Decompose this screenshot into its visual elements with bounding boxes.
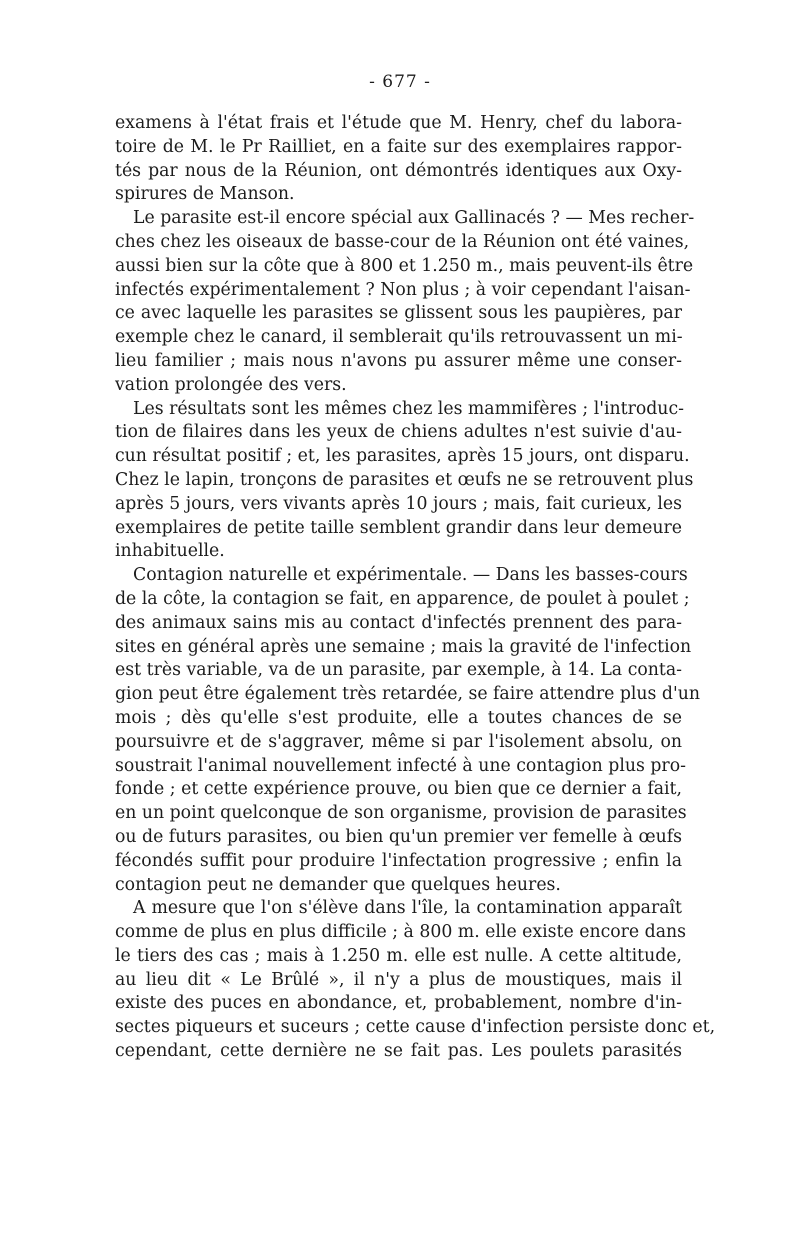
text-line: gion peut être également très retardée, se faire attendre plus d'un (115, 684, 700, 705)
text-line: tion de filaires dans les yeux de chiens adultes n'est suivie d'au- (115, 422, 682, 443)
text-line: est très variable, va de un parasite, par exemple, à 14. La conta- (115, 660, 682, 681)
text-line: fonde ; et cette expérience prouve, ou bien que ce dernier a fait, (115, 779, 682, 800)
body-text (115, 112, 716, 1064)
text-line: cun résultat positif ; et, les parasites, après 15 jours, ont disparu. (115, 446, 690, 467)
text-line: après 5 jours, vers vivants après 10 jours ; mais, fait curieux, les (115, 493, 682, 514)
text-line: sites en général après une semaine ; mais la gravité de l'infection (115, 636, 692, 657)
text-line: soustrait l'animal nouvellement infecté à une contagion plus pro- (115, 755, 686, 776)
text-line: A mesure que l'on s'élève dans l'île, la contamination apparaît (133, 898, 682, 919)
text-line: lieu familier ; mais nous n'avons pu assurer même une conser- (115, 350, 682, 371)
text-line: mois ; dès qu'elle s'est produite, elle a toutes chances de se (115, 707, 682, 728)
text-line: ou de futurs parasites, ou bien qu'un premier ver femelle à œufs (115, 826, 683, 847)
text-line: Le parasite est-il encore spécial aux Gallinacés ? — Mes recher- (133, 208, 695, 229)
text-line: comme de plus en plus difficile ; à 800 m. elle existe encore dans (115, 922, 686, 943)
text-line: des animaux sains mis au contact d'infectés prennent des para- (115, 612, 682, 633)
text-line: Contagion naturelle et expérimentale. — Dans les basses-cours (133, 565, 688, 586)
text-line: examens à l'état frais et l'étude que M. Henry, chef du labora- (115, 113, 682, 133)
text-line: en un point quelconque de son organisme, provision de parasites (115, 803, 687, 824)
text-line: ches chez les oiseaux de basse-cour de la Réunion ont été vaines, (115, 231, 690, 252)
text-line: cependant, cette dernière ne se fait pas. Les poulets parasités (115, 1041, 682, 1062)
text-line: Les résultats sont les mêmes chez les mammifères ; l'introduc- (133, 398, 684, 419)
text-line: spirures de Manson. (115, 184, 295, 205)
text-line: fécondés suffit pour produire l'infectation progressive ; enfin la (115, 850, 682, 871)
text-line: de la côte, la contagion se fait, en apparence, de poulet à poulet ; (115, 588, 690, 609)
text-line: inhabituelle. (115, 541, 225, 562)
text-line: sectes piqueurs et suceurs ; cette cause d'infection persiste donc et, (115, 1017, 716, 1038)
text-line: aussi bien sur la côte que à 800 et 1.250 m., mais peuvent-ils être (115, 255, 694, 276)
text-line: ce avec laquelle les parasites se glissent sous les paupières, par (115, 303, 682, 324)
text-line: contagion peut ne demander que quelques heures. (115, 874, 561, 895)
text-line: poursuivre et de s'aggraver, même si par l'isolement absolu, on (115, 731, 682, 752)
page-number: - 677 - (369, 72, 431, 92)
text-line: au lieu dit « Le Brûlé », il n'y a plus de moustiques, mais il (115, 969, 682, 990)
text-line: exemplaires de petite taille semblent grandir dans leur demeure (115, 517, 682, 538)
text-line: Chez le lapin, tronçons de parasites et œufs ne se retrouvent plus (115, 469, 694, 490)
text-line: exemple chez le canard, il semblerait qu'ils retrouvassent un mi- (115, 327, 683, 348)
text-line: infectés expérimentalement ? Non plus ; à voir cependant l'aisan- (115, 279, 691, 300)
text-line: tés par nous de la Réunion, ont démontrés identiques aux Oxy- (115, 160, 682, 181)
text-line: existe des puces en abondance, et, probablement, nombre d'in- (115, 993, 682, 1014)
text-line: vation prolongée des vers. (115, 374, 347, 395)
text-line: toire de M. le Pr Railliet, en a faite sur des exemplaires rappor- (115, 136, 682, 157)
text-line: le tiers des cas ; mais à 1.250 m. elle est nulle. A cette altitude, (115, 945, 682, 966)
